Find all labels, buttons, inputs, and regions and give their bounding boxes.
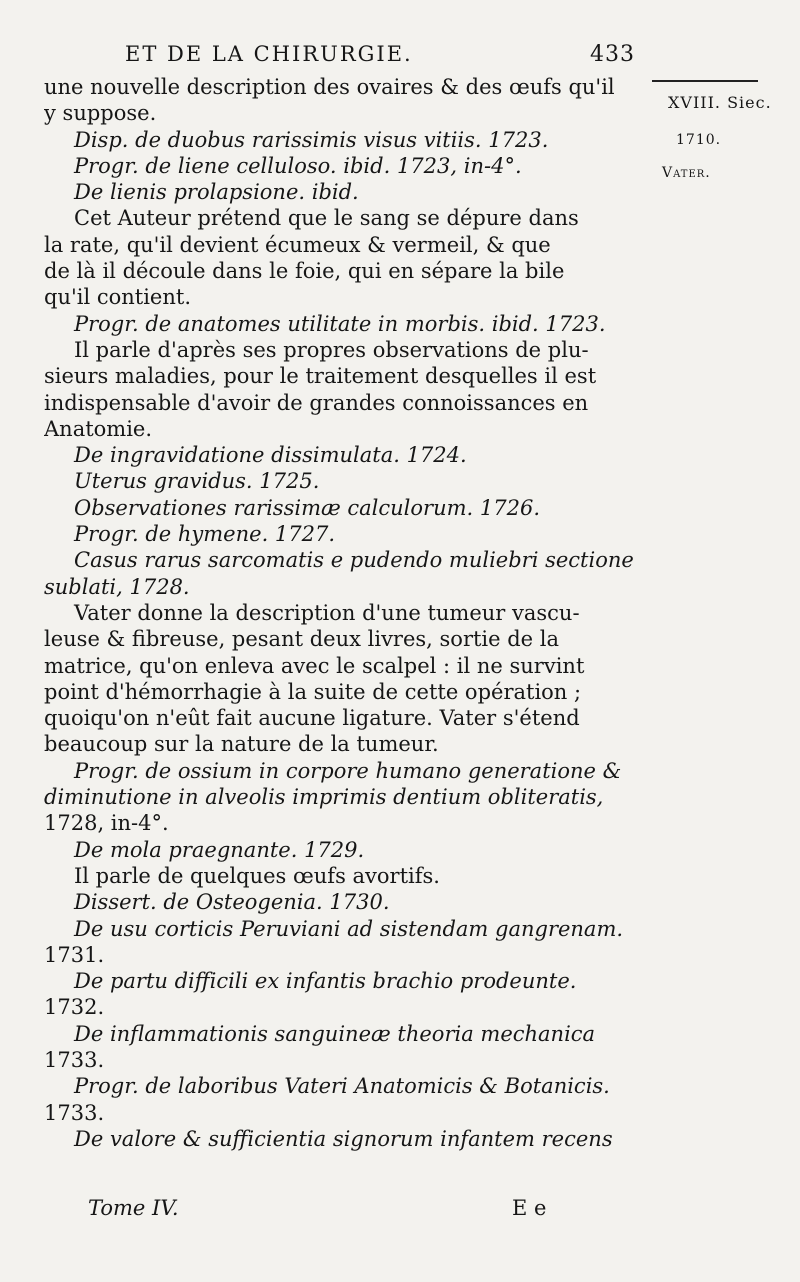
text-line: Progr. de laboribus Vateri Anatomicis & Botanicis. — [74, 1074, 610, 1099]
footer-signature: E e — [512, 1196, 547, 1220]
text-line: Cet Auteur prétend que le sang se dépure dans — [74, 206, 579, 231]
text-line: De inflammationis sanguineæ theoria mechanica — [74, 1021, 596, 1046]
text-line: De usu corticis Peruviani ad sistendam gangrenam. — [74, 916, 624, 941]
text-line: Anatomie. — [44, 416, 153, 441]
text-line: De valore & sufficientia signorum infantem recens — [74, 1126, 613, 1151]
footer-volume: Tome IV. — [88, 1196, 179, 1220]
margin-rule — [652, 80, 758, 82]
text-line: de là il découle dans le foie, qui en sépare la bile — [44, 259, 565, 284]
text-line: indispensable d'avoir de grandes connoissances en — [44, 390, 589, 415]
text-line: Progr. de ossium in corpore humano generatione & — [74, 758, 622, 783]
text-line: Uterus gravidus. 1725. — [74, 469, 320, 494]
text-line: Observationes rarissimæ calculorum. 1726. — [74, 495, 540, 520]
text-line: diminutione in alveolis imprimis dentium obliteratis, — [44, 785, 604, 810]
text-line: Vater donne la description d'une tumeur vascu- — [74, 600, 580, 625]
text-line: Disp. de duobus rarissimis visus vitiis. 1723. — [74, 127, 549, 152]
body-text — [44, 74, 636, 1152]
text-line: 1733. — [44, 1047, 105, 1072]
text-line: Progr. de anatomes utilitate in morbis. ibid. 1723. — [74, 311, 606, 336]
text-line: 1732. — [44, 995, 105, 1020]
text-line: De ingravidatione dissimulata. 1724. — [74, 443, 467, 468]
text-line: la rate, qu'il devient écumeux & vermeil, & que — [44, 232, 551, 257]
text-line: Dissert. de Osteogenia. 1730. — [74, 890, 390, 915]
text-line: 1728, in-4°. — [44, 811, 169, 836]
text-line: beaucoup sur la nature de la tumeur. — [44, 732, 439, 757]
text-line: matrice, qu'on enleva avec le scalpel : il ne survint — [44, 653, 585, 678]
text-line: Progr. de liene celluloso. ibid. 1723, in-4°. — [74, 153, 522, 178]
text-line: De lienis prolapsione. ibid. — [74, 180, 359, 205]
page-number: 433 — [590, 42, 635, 67]
text-line: point d'hémorrhagie à la suite de cette opération ; — [44, 679, 582, 704]
text-line: quoiqu'on n'eût fait aucune ligature. Vater s'étend — [44, 706, 580, 731]
text-line: Il parle de quelques œufs avortifs. — [74, 863, 440, 888]
text-line: Progr. de hymene. 1727. — [74, 522, 336, 547]
margin-note-name: Vater. — [662, 165, 711, 181]
text-line: 1731. — [44, 942, 105, 967]
running-header — [125, 42, 635, 72]
text-line: De partu difficili ex infantis brachio prodeunte. — [74, 969, 577, 994]
text-line: 1733. — [44, 1100, 105, 1125]
text-line: une nouvelle description des ovaires & des œufs qu'il — [44, 75, 615, 99]
text-line: sieurs maladies, pour le traitement desquelles il est — [44, 364, 597, 389]
margin-note-year: 1710. — [676, 132, 722, 148]
text-line: qu'il contient. — [44, 285, 191, 310]
margin-note-century: XVIII. Siec. — [668, 93, 772, 112]
text-line: De mola praegnante. 1729. — [74, 837, 365, 862]
running-title: ET DE LA CHIRURGIE. — [125, 42, 413, 66]
text-line: sublati, 1728. — [44, 574, 190, 599]
text-line: Il parle d'après ses propres observations de plu- — [74, 337, 589, 362]
text-line: Casus rarus sarcomatis e pudendo muliebri sectione — [74, 548, 634, 573]
text-line: y suppose. — [44, 101, 157, 126]
text-line: leuse & fibreuse, pesant deux livres, sortie de la — [44, 627, 560, 652]
